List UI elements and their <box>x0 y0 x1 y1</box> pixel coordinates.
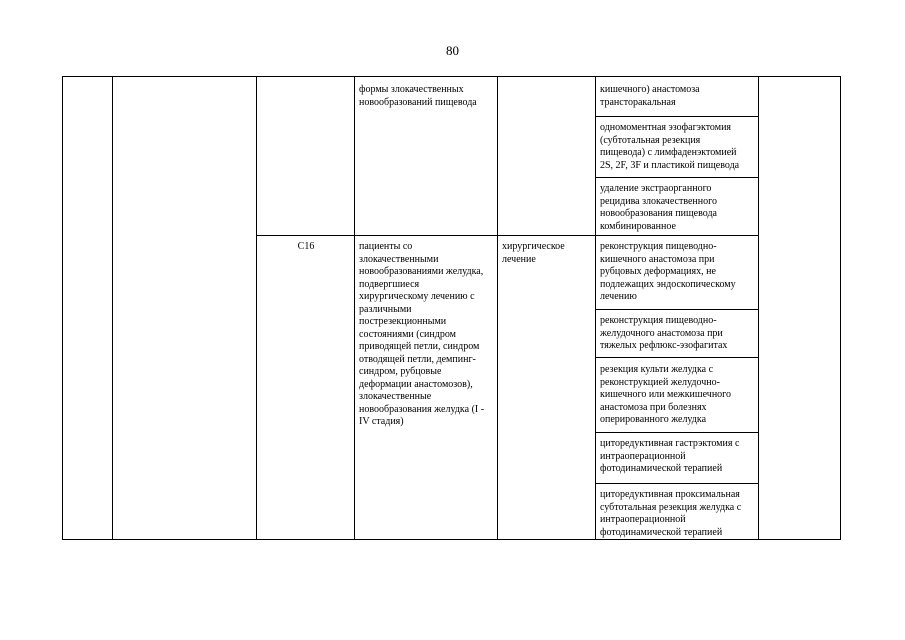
patient-line: новообразованиями желудка, <box>359 266 484 277</box>
method-separator <box>595 177 758 178</box>
method-line: новообразования пищевода <box>600 208 717 219</box>
method-line: рецидива злокачественного <box>600 195 717 207</box>
treatment-type-cell <box>499 241 595 266</box>
method-separator <box>595 357 758 358</box>
method-line: комбинированное <box>600 220 676 232</box>
method-line: циторедуктивная проксимальная <box>600 489 740 500</box>
column-border <box>497 77 498 539</box>
diagnosis-line: формы злокачественных <box>359 84 464 95</box>
method-line: кишечного или межкишечного <box>600 389 732 400</box>
method-cell <box>597 489 757 539</box>
method-line: одномоментная эзофагэктомия <box>600 122 732 133</box>
method-line: субтотальная резекция желудка с <box>600 501 742 513</box>
method-line: циторедуктивная гастрэктомия с <box>600 438 740 449</box>
method-separator <box>595 309 758 310</box>
method-line: трансторакальная <box>600 96 676 108</box>
method-line: фотодинамической терапией <box>600 526 723 538</box>
column-border <box>595 77 596 539</box>
method-line: интраоперационной <box>600 514 686 525</box>
method-line: интраоперационной <box>600 450 686 462</box>
patient-line: синдром, рубцовые <box>359 366 442 377</box>
method-cell <box>597 315 757 353</box>
column-border <box>112 77 113 539</box>
method-line: резекция культи желудка с <box>600 364 714 375</box>
method-line: рубцовых деформациях, не <box>600 266 716 277</box>
method-cell <box>597 241 757 304</box>
page-number: 80 <box>446 43 459 58</box>
method-cell <box>597 364 757 427</box>
method-cell <box>597 438 757 476</box>
method-line: 2S, 2F, 3F и пластикой пищевода <box>600 159 740 171</box>
method-line: пищевода) с лимфаденэктомией <box>600 147 737 158</box>
patient-line: хирургическому лечению с <box>359 291 475 302</box>
column-border <box>758 77 759 539</box>
patient-line: состояниями (синдром <box>359 328 456 340</box>
method-separator <box>595 483 758 484</box>
patient-line: различными <box>359 303 412 315</box>
patient-line: отводящей петли, демпинг- <box>359 353 476 365</box>
method-line: лечению <box>600 291 637 302</box>
method-cell <box>597 122 757 172</box>
patient-line: IV стадия) <box>359 416 404 427</box>
patient-line: новообразования желудка (I - <box>359 403 485 415</box>
method-line: реконструкция пищеводно- <box>600 315 717 326</box>
column-border <box>354 77 355 539</box>
method-line: удаление экстраорганного <box>600 183 712 194</box>
method-separator <box>595 116 758 117</box>
column-border <box>256 77 257 539</box>
method-line: анастомоза при болезнях <box>600 401 707 413</box>
patient-line: пациенты со <box>359 241 413 252</box>
method-line: подлежащих эндоскопическому <box>600 278 736 290</box>
patient-line: деформации анастомозов), <box>359 378 473 390</box>
patient-line: злокачественные <box>359 391 432 402</box>
patient-line: приводящей петли, синдром <box>359 341 480 352</box>
patient-line: подвергшиеся <box>359 278 420 290</box>
patient-line: злокачественными <box>359 253 439 265</box>
diagnosis-line: новообразований пищевода <box>359 96 477 108</box>
row-separator <box>256 235 758 236</box>
treatment-line: лечение <box>502 253 536 265</box>
method-line: реконструкция пищеводно- <box>600 241 717 252</box>
method-cell <box>597 84 757 109</box>
method-line: оперированного желудка <box>600 414 707 425</box>
icd-code-text: C16 <box>297 241 315 252</box>
method-line: реконструкцией желудочно- <box>600 376 720 388</box>
method-line: кишечного анастомоза при <box>600 253 715 265</box>
diagnosis-cell <box>356 84 496 109</box>
treatment-line: хирургическое <box>502 241 565 252</box>
method-line: желудочного анастомоза при <box>600 327 723 339</box>
method-separator <box>595 432 758 433</box>
medical-care-table <box>62 76 841 540</box>
method-cell <box>597 183 757 233</box>
patient-model-cell <box>356 241 496 429</box>
icd-code <box>258 241 354 254</box>
method-line: тяжелых рефлюкс-эзофагитах <box>600 340 728 351</box>
patient-line: пострезекционными <box>359 316 447 327</box>
method-line: кишечного) анастомоза <box>600 84 700 95</box>
method-line: (субтотальная резекция <box>600 134 701 146</box>
method-line: фотодинамической терапией <box>600 463 723 474</box>
